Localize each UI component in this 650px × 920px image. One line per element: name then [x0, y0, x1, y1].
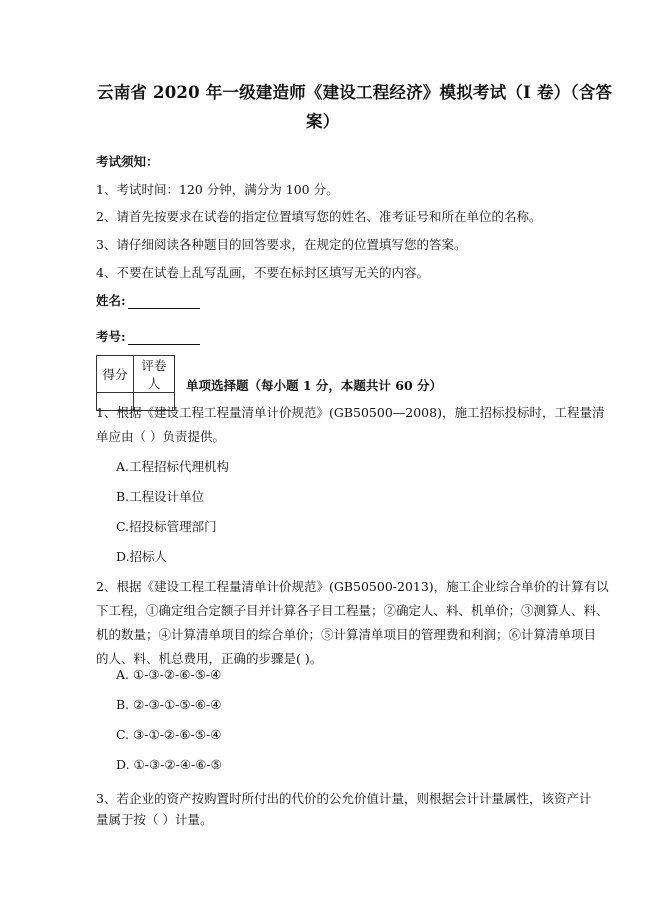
question-2-option-d[interactable]: D. ①-③-②-④-⑥-⑤ — [116, 757, 222, 772]
question-1-option-b[interactable]: B.工程设计单位 — [116, 489, 205, 504]
question-1-option-a[interactable]: A.工程招标代理机构 — [116, 459, 230, 474]
question-1-option-d[interactable]: D.招标人 — [116, 549, 168, 564]
notice-item: 1、考试时间：120 分钟，满分为 100 分。 — [96, 182, 339, 197]
question-2-option-b[interactable]: B. ②-③-①-⑤-⑥-④ — [116, 697, 222, 712]
question-2-line: 下工程，①确定组合定额子目并计算各子目工程量；②确定人、料、机单价；③测算人、料、 — [96, 603, 609, 618]
document-title-line2: 案） — [306, 112, 340, 131]
notice-item: 4、不要在试卷上乱写乱画，不要在标封区填写无关的内容。 — [96, 265, 429, 280]
notice-heading: 考试须知： — [96, 154, 159, 169]
id-field — [96, 327, 200, 345]
notice-item: 2、请首先按要求在试卷的指定位置填写您的姓名、准考证号和所在单位的名称。 — [96, 209, 542, 224]
name-field — [96, 291, 200, 309]
question-1-option-c[interactable]: C.招投标管理部门 — [116, 519, 217, 534]
id-label: 考号: — [96, 329, 126, 344]
question-2-line: 机的数量；④计算清单项目的综合单价；⑤计算清单项目的管理费和利润；⑥计算清单项目 — [96, 627, 597, 642]
question-2-option-a[interactable]: A. ①-③-②-⑥-⑤-④ — [116, 667, 222, 682]
question-2-line: 2、根据《建设工程工程量清单计价规范》(GB50500-2013)，施工企业综合单价的计算有以 — [96, 579, 609, 594]
id-input-line[interactable] — [128, 330, 200, 345]
question-2-line: 的人、料、机总费用，正确的步骤是( )。 — [96, 651, 323, 666]
question-1-line: 1、根据《建设工程工程量清单计价规范》(GB50500—2008)，施工招标投标时，工程量清 — [96, 405, 605, 420]
section-heading: 单项选择题（每小题 1 分，本题共计 60 分） — [186, 378, 443, 393]
notice-item: 3、请仔细阅读各种题目的回答要求，在规定的位置填写您的答案。 — [96, 237, 467, 252]
question-3-line: 量属于按（ ）计量。 — [96, 812, 213, 827]
grader-header: 评卷人 — [134, 356, 175, 393]
name-input-line[interactable] — [128, 294, 200, 309]
document-title-line1: 云南省 2020 年一级建造师《建设工程经济》模拟考试（I 卷）（含答 — [97, 83, 613, 102]
name-label: 姓名: — [96, 293, 126, 308]
question-1-line: 单应由（ ）负责提供。 — [96, 429, 225, 444]
question-3-line: 3、若企业的资产按购置时所付出的代价的公允价值计量，则根据会计计量属性，该资产计 — [96, 791, 592, 806]
question-2-option-c[interactable]: C. ③-①-②-⑥-⑤-④ — [116, 727, 222, 742]
score-header: 得分 — [97, 356, 134, 393]
